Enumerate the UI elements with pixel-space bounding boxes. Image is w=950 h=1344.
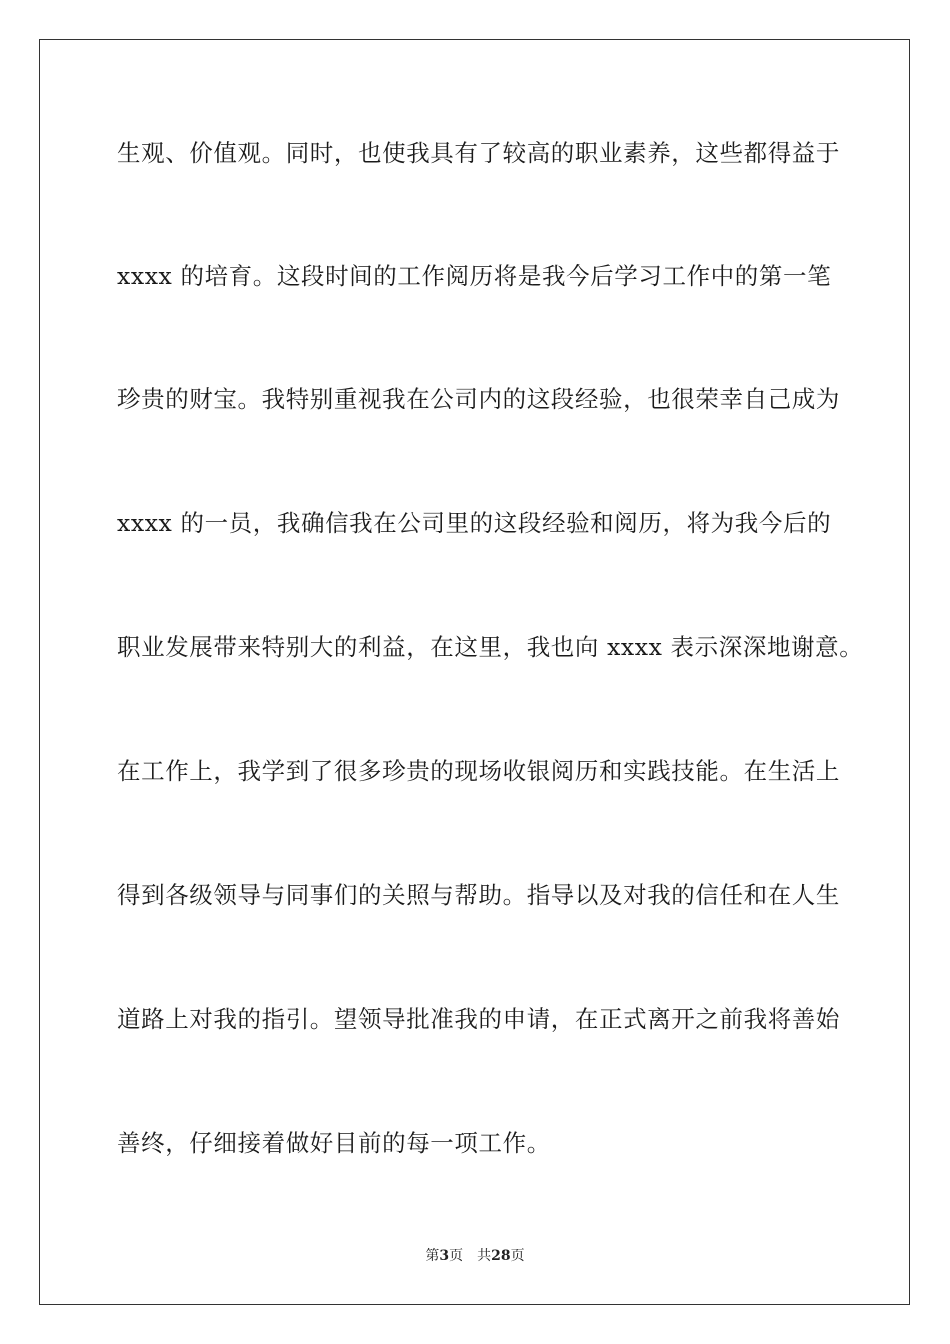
text-line: 职业发展带来特别大的利益，在这里，我也向 xxxx 表示深深地谢意。 <box>117 633 864 661</box>
text-line: 在工作上，我学到了很多珍贵的现场收银阅历和实践技能。在生活上 <box>117 757 840 785</box>
text-line: xxxx 的培育。这段时间的工作阅历将是我今后学习工作中的第一笔 <box>117 262 832 290</box>
text-line: 得到各级领导与同事们的关照与帮助。指导以及对我的信任和在人生 <box>117 881 840 909</box>
text-line: 珍贵的财宝。我特别重视我在公司内的这段经验，也很荣幸自己成为 <box>117 385 840 413</box>
page-border <box>39 39 910 1305</box>
text-line: xxxx 的一员，我确信我在公司里的这段经验和阅历，将为我今后的 <box>117 509 832 537</box>
page-suffix: 页 <box>449 1248 464 1264</box>
text-line: 生观、价值观。同时，也使我具有了较高的职业素养，这些都得益于 <box>117 139 840 167</box>
text-line: 善终，仔细接着做好目前的每一项工作。 <box>117 1129 551 1157</box>
page-footer <box>0 1247 950 1265</box>
total-pages: 28 <box>491 1248 511 1264</box>
page-number: 3 <box>439 1248 450 1264</box>
total-prefix: 共 <box>477 1248 492 1264</box>
page-prefix: 第 <box>425 1248 440 1264</box>
text-line: 道路上对我的指引。望领导批准我的申请，在正式离开之前我将善始 <box>117 1005 840 1033</box>
total-suffix: 页 <box>510 1248 525 1264</box>
